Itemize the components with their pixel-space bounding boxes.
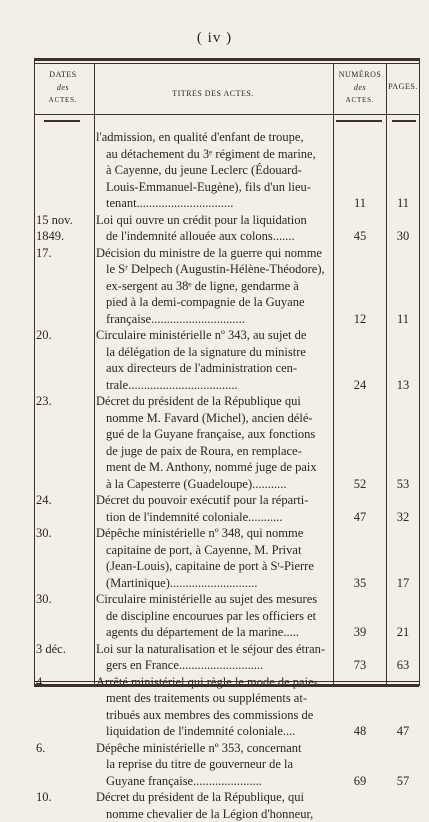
header-numeros-line1: NUMÉROS [334,68,386,81]
entry-title-line: liquidation de l'indemnité coloniale.... [96,723,330,740]
entry-title-line: Circulaire ministérielle nº 343, au sujet de [96,327,330,344]
entry-title-line: Guyane française...................... [96,773,330,790]
entry-title [96,393,330,492]
entry-page: 21 [386,624,420,641]
top-rule-thick [34,58,419,61]
entry-title-line: Circulaire ministérielle au sujet des mesures [96,591,330,608]
entry-date: 24. [36,492,92,509]
entry-numero: 45 [336,228,384,245]
header-rule-short-mid [336,120,382,122]
entry-title [96,129,330,212]
entry-date: 6. [36,740,92,757]
header-rule-short-right [392,120,416,122]
entry-title-line: la délégation de la signature du ministre [96,344,330,361]
entry-title-line: le Sʳ Delpech (Augustin-Hélène-Théodore), [96,261,330,278]
bottom-rule-thin [34,681,419,682]
entry-title-line: Décret du pouvoir exécutif pour la réparti- [96,492,330,509]
entry-numero: 47 [336,509,384,526]
entry-numero: 48 [336,723,384,740]
entry-title [96,492,330,525]
entry-title-line: (Martinique)............................ [96,575,330,592]
entry-title-line: Décision du ministre de la guerre qui nomme [96,245,330,262]
entry-title-line: Décret du président de la République qui [96,393,330,410]
entry-page: 30 [386,228,420,245]
entry-title-line: aux directeurs de l'administration cen- [96,360,330,377]
entry-title-line: tion de l'indemnité coloniale........... [96,509,330,526]
entry-title-line: gué de la Guyane française, aux fonctions [96,426,330,443]
entry-date: 30. [36,591,92,608]
entry-title-line: de juge de paix de Roura, en remplace- [96,443,330,460]
entry-date: 10. [36,789,92,806]
entry-date: 23. [36,393,92,410]
entry-page: 57 [386,773,420,790]
entry-page: 17 [386,575,420,592]
entry-title-line: tenant............................... [96,195,330,212]
entry-page: 53 [386,476,420,493]
entry-title-line: Décret du président de la République, qui [96,789,330,806]
column-divider-1 [34,58,35,686]
entry-title-line: la reprise du titre de gouverneur de la [96,756,330,773]
entry-numero: 69 [336,773,384,790]
entry-title-line: ex-sergent au 38ᵉ de ligne, gendarme à [96,278,330,295]
entry-title-line: Loi sur la naturalisation et le séjour des étran- [96,641,330,658]
entry-title [96,740,330,790]
entry-title-line: de discipline encourues par les officiers et [96,608,330,625]
page-number: ( iv ) [0,30,429,47]
header-titles: TITRES DES ACTES. [96,87,330,100]
entry-title-line: au détachement du 3ᵉ régiment de marine, [96,146,330,163]
entry-title-line: ment de M. Anthony, nommé juge de paix [96,459,330,476]
header-dates-line1: DATES [34,68,92,81]
entry-page: 32 [386,509,420,526]
entry-date: 3 déc. [36,641,92,658]
entry-numero: 52 [336,476,384,493]
header-rule-short-left [44,120,80,122]
entry-title-line: nomme chevalier de la Légion d'honneur, [96,806,330,822]
header-numeros-line2: des [334,81,386,94]
entry-page: 11 [386,311,420,328]
header-rule [34,114,419,115]
entry-title [96,327,330,393]
entry-date: 20. [36,327,92,344]
header-numeros-line3: ACTES. [334,94,386,107]
entry-title-line: l'admission, en qualité d'enfant de troupe, [96,129,330,146]
entry-title-line: française.............................. [96,311,330,328]
header-dates-line3: ACTES. [34,94,92,107]
entry-page: 13 [386,377,420,394]
entry-title [96,591,330,641]
entry-title-line: trale................................... [96,377,330,394]
header-dates [34,68,92,107]
entry-date: 15 nov. 1849. [36,212,96,245]
entry-title-line: Dépêche ministérielle nº 353, concernant [96,740,330,757]
entry-numero: 39 [336,624,384,641]
entry-title [96,641,330,674]
entry-numero: 12 [336,311,384,328]
entry-title-line: Louis-Emmanuel-Eugène), fils d'un lieu- [96,179,330,196]
column-divider-4 [386,64,387,686]
entry-title-line: (Jean-Louis), capitaine de port à Sᵗ-Pierre [96,558,330,575]
entry-title [96,212,330,245]
header-dates-line2: des [34,81,92,94]
entry-title-line: Dépêche ministérielle nº 348, qui nomme [96,525,330,542]
column-divider-3 [333,64,334,686]
entry-title-line: pied à la demi-compagnie de la Guyane [96,294,330,311]
entry-numero: 35 [336,575,384,592]
entry-page: 63 [386,657,420,674]
entry-title-line: tribués aux membres des commissions de [96,707,330,724]
entry-title [96,525,330,591]
entry-date: 17. [36,245,92,262]
column-divider-5 [419,58,420,686]
entry-numero: 73 [336,657,384,674]
bottom-rule-thick [34,684,419,687]
entry-title-line: gers en France........................... [96,657,330,674]
entry-numero: 24 [336,377,384,394]
top-rule-thin [34,63,419,64]
header-numeros [334,68,386,107]
entry-title-line: nomme M. Favard (Michel), ancien délé- [96,410,330,427]
entry-title-line: capitaine de port, à Cayenne, M. Privat [96,542,330,559]
entry-title-line: à Cayenne, du jeune Leclerc (Édouard- [96,162,330,179]
entry-page: 11 [386,195,420,212]
entry-date: 30. [36,525,92,542]
entry-title-line: agents du département de la marine..... [96,624,330,641]
entry-title-line: à la Capesterre (Guadeloupe)........... [96,476,330,493]
header-pages: PAGES. [386,80,420,93]
entry-title-line: ment des traitements ou suppléments at- [96,690,330,707]
entry-title-line: Loi qui ouvre un crédit pour la liquidation [96,212,330,229]
entry-page: 47 [386,723,420,740]
entry-numero: 11 [336,195,384,212]
entry-title [96,245,330,328]
column-divider-2 [94,64,95,686]
entry-title-line: de l'indemnité allouée aux colons....... [96,228,330,245]
entry-title [96,789,330,822]
